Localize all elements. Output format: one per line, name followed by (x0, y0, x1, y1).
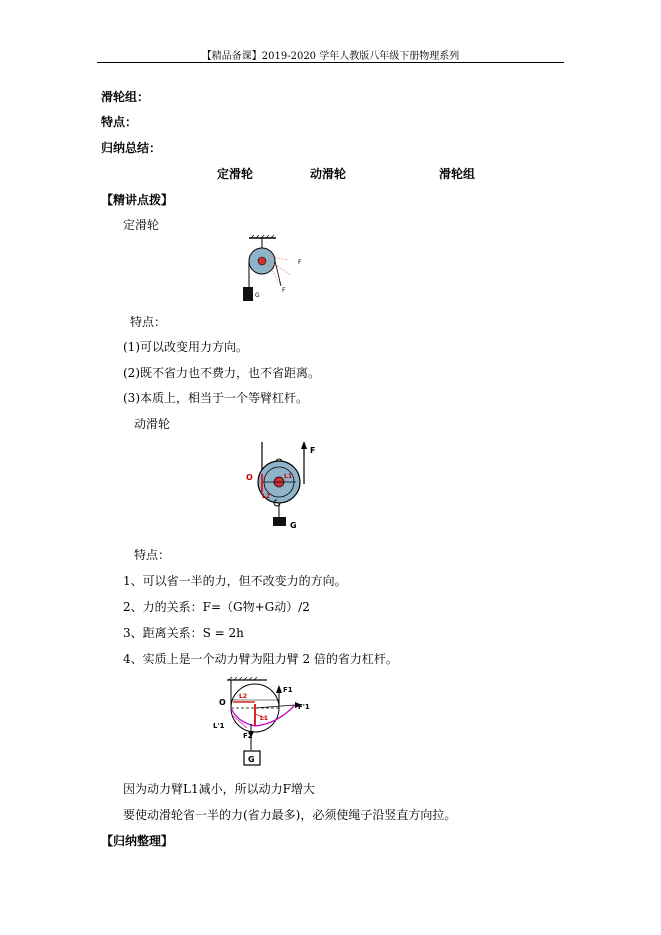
fixed-f-label: F (298, 259, 302, 266)
movable-pulley-title: 动滑轮 (134, 417, 171, 431)
movable-pulley-figure (240, 438, 340, 533)
movable-l2-label: L2 (262, 493, 270, 500)
tilted-l1p-label: L'1 (213, 722, 225, 730)
page-header: 【精品备课】2019-2020 学年人教版八年级下册物理系列 (201, 51, 460, 62)
pulley-group-label: 滑轮组： (101, 90, 150, 104)
tilted-f2-label: F2 (243, 732, 253, 740)
tilted-f1p-label: F'1 (298, 703, 310, 711)
tilted-f1-label: F1 (283, 686, 293, 694)
movable-f-label: F (310, 446, 316, 455)
section-heading-guina: 【归纳整理】 (101, 834, 174, 848)
column-fixed-pulley: 定滑轮 (217, 167, 254, 181)
tilted-o-label: O (219, 698, 226, 707)
movable-g-label: G (290, 521, 297, 530)
fixed-point-3: (3)本质上，相当于一个等臂杠杆。 (123, 391, 308, 405)
tilted-g-label: G (248, 755, 255, 764)
fixed-point-2: (2)既不省力也不费力，也不省距离。 (123, 366, 320, 380)
fixed-point-1: (1)可以改变用力方向。 (123, 340, 248, 354)
column-pulley-group: 滑轮组 (439, 167, 476, 181)
column-movable-pulley: 动滑轮 (310, 167, 347, 181)
movable-features-title: 特点： (134, 548, 171, 562)
fixed-g-label: G (255, 292, 260, 299)
movable-point-4: 4、实质上是一个动力臂为阻力臂 2 倍的省力杠杆。 (123, 652, 398, 666)
movable-point-2: 2、力的关系：F=（G物+G动）/2 (123, 600, 310, 614)
fixed-pulley-figure (236, 234, 316, 304)
tilted-note-1: 因为动力臂L1减小，所以动力F增大 (123, 782, 315, 796)
tilted-l1-label: L1 (260, 715, 268, 722)
features-label: 特点： (101, 115, 138, 129)
summary-label: 归纳总结： (101, 141, 162, 155)
fixed-pulley-title: 定滑轮 (123, 218, 160, 232)
tilted-note-2: 要使动滑轮省一半的力(省力最多)，必须使绳子沿竖直方向拉。 (123, 808, 457, 822)
tilted-l2-label: L2 (239, 693, 247, 700)
movable-o-label: O (246, 473, 253, 482)
movable-l1-label: L1 (284, 473, 292, 480)
movable-point-1: 1、可以省一半的力，但不改变力的方向。 (123, 574, 347, 588)
movable-point-3: 3、距离关系：S = 2h (123, 626, 244, 640)
tilted-pulley-figure (207, 674, 327, 774)
fixed-f-label-2: F (282, 287, 286, 294)
section-heading-jingjiang: 【精讲点拨】 (101, 193, 174, 207)
header-rule (97, 62, 564, 63)
fixed-features-title: 特点： (130, 315, 167, 329)
